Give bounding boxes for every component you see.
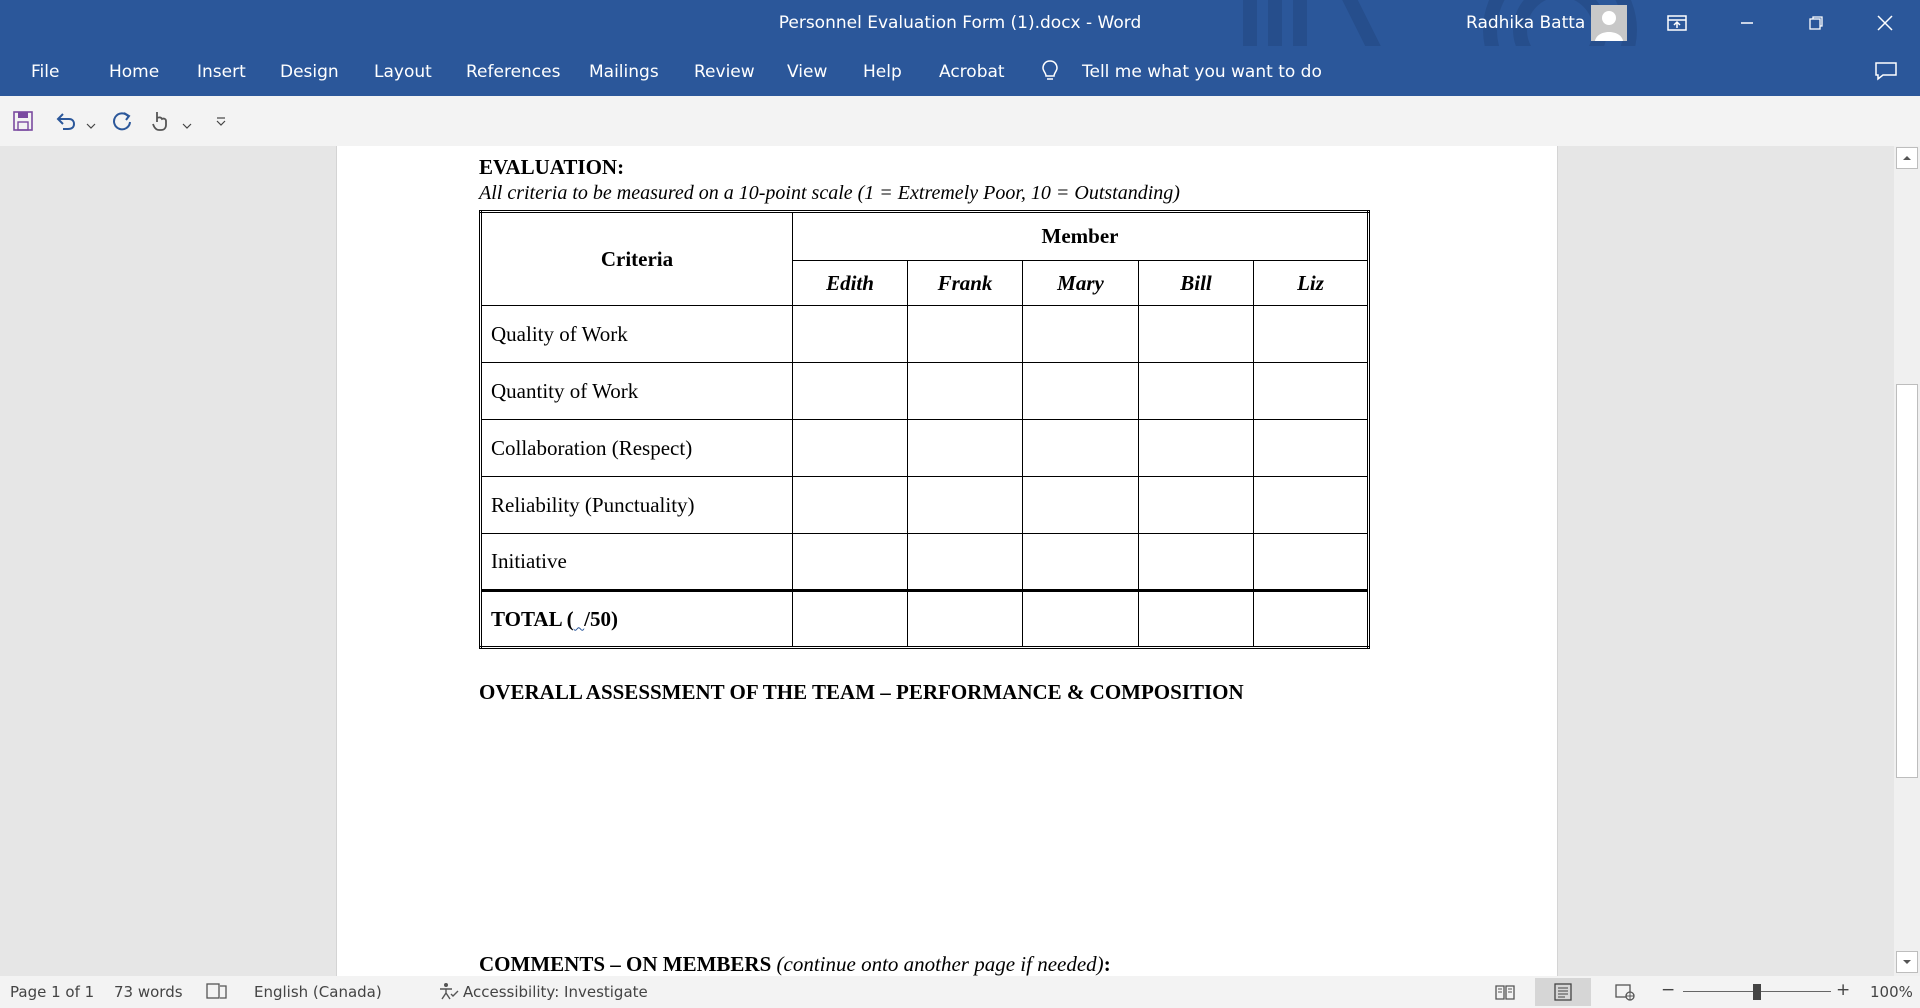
table-row [481,477,1369,534]
score-cell[interactable] [1254,477,1369,534]
redo-icon[interactable] [111,110,133,136]
quick-access-toolbar [0,96,1920,146]
tab-file[interactable]: File [31,62,60,82]
accessibility-status[interactable]: Accessibility: Investigate [463,983,648,1001]
print-layout-icon[interactable] [1535,978,1591,1006]
overall-assessment-heading: OVERALL ASSESSMENT OF THE TEAM – PERFORMANCE & COMPOSITION [479,680,1244,704]
evaluation-scale-note: All criteria to be measured on a 10-point scale (1 = Extremely Poor, 10 = Outstanding) [479,182,1180,204]
tab-help[interactable]: Help [863,62,902,82]
total-cell[interactable] [908,591,1023,648]
member-name-header: Edith [793,261,908,306]
scroll-down-icon[interactable] [1896,951,1918,973]
score-cell[interactable] [908,420,1023,477]
tab-home[interactable]: Home [109,62,160,82]
score-cell[interactable] [1023,534,1139,591]
score-cell[interactable] [1254,420,1369,477]
criteria-header: Criteria [481,212,793,306]
evaluation-table [479,210,1370,649]
score-cell[interactable] [1254,306,1369,363]
touch-mode-icon[interactable] [150,110,170,136]
score-cell[interactable] [1023,306,1139,363]
total-cell[interactable] [1139,591,1254,648]
user-avatar-icon[interactable] [1591,5,1627,41]
tab-acrobat[interactable]: Acrobat [939,62,1005,82]
score-cell[interactable] [1139,306,1254,363]
score-cell[interactable] [1023,477,1139,534]
score-cell[interactable] [793,477,908,534]
score-cell[interactable] [793,534,908,591]
tab-design[interactable]: Design [280,62,339,82]
tab-mailings[interactable]: Mailings [589,62,659,82]
minimize-icon[interactable] [1717,0,1777,46]
criteria-label: Quality of Work [481,306,793,363]
comments-icon[interactable] [1874,61,1898,85]
score-cell[interactable] [1254,534,1369,591]
comments-note: (continue onto another page if needed) [776,952,1104,976]
ribbon-display-options-icon[interactable] [1647,0,1707,46]
member-name-header: Mary [1023,261,1139,306]
member-header: Member [793,212,1369,261]
spelling-squiggle [574,607,585,631]
scrollbar-thumb[interactable] [1896,384,1918,778]
score-cell[interactable] [1139,477,1254,534]
document-canvas [0,146,1894,976]
zoom-out-button[interactable]: − [1661,980,1676,1000]
criteria-label: Collaboration (Respect) [481,420,793,477]
score-cell[interactable] [908,363,1023,420]
table-row [481,363,1369,420]
score-cell[interactable] [793,363,908,420]
evaluation-heading: EVALUATION: [479,155,625,179]
save-icon[interactable] [12,110,34,136]
table-row [481,534,1369,591]
tab-layout[interactable]: Layout [374,62,432,82]
undo-dropdown-icon[interactable] [86,115,96,134]
score-cell[interactable] [1254,363,1369,420]
read-mode-icon[interactable] [1477,978,1533,1006]
lightbulb-icon[interactable] [1041,59,1059,87]
word-count[interactable]: 73 words [114,983,183,1001]
total-cell[interactable] [1023,591,1139,648]
total-cell[interactable] [793,591,908,648]
ribbon-tabs [0,46,1920,96]
criteria-label: Initiative [481,534,793,591]
member-name-header: Liz [1254,261,1369,306]
total-row [481,591,1369,648]
member-name-header: Bill [1139,261,1254,306]
score-cell[interactable] [1139,363,1254,420]
criteria-label: Reliability (Punctuality) [481,477,793,534]
zoom-slider-thumb[interactable] [1753,984,1761,1000]
title-bar [0,0,1920,46]
score-cell[interactable] [1139,420,1254,477]
table-row [481,420,1369,477]
user-name[interactable]: Radhika Batta [1466,13,1586,33]
status-bar [0,976,1920,1008]
vertical-scrollbar[interactable] [1894,146,1920,976]
score-cell[interactable] [1023,363,1139,420]
score-cell[interactable] [1139,534,1254,591]
zoom-in-button[interactable]: + [1836,980,1851,1000]
accessibility-icon[interactable] [437,981,459,1005]
score-cell[interactable] [793,306,908,363]
tab-insert[interactable]: Insert [197,62,246,82]
total-cell[interactable] [1254,591,1369,648]
zoom-level[interactable]: 100% [1870,983,1913,1001]
web-layout-icon[interactable] [1597,978,1653,1006]
tell-me-search[interactable]: Tell me what you want to do [1082,62,1322,82]
tab-review[interactable]: Review [694,62,755,82]
proofing-icon[interactable] [206,981,228,1005]
document-page[interactable] [336,146,1558,976]
tab-view[interactable]: View [787,62,828,82]
comments-title: COMMENTS – ON MEMBERS [479,952,772,976]
tab-references[interactable]: References [466,62,561,82]
customize-toolbar-icon[interactable] [216,113,226,132]
score-cell[interactable] [908,306,1023,363]
score-cell[interactable] [1023,420,1139,477]
score-cell[interactable] [908,477,1023,534]
document-title: Personnel Evaluation Form (1).docx - Word [778,13,1142,33]
total-suffix: /50) [584,606,618,631]
touch-mode-dropdown-icon[interactable] [182,115,192,134]
comments-colon: : [1103,952,1111,976]
total-label [481,591,793,648]
scroll-up-icon[interactable] [1896,147,1918,169]
criteria-label: Quantity of Work [481,363,793,420]
score-cell[interactable] [793,420,908,477]
total-prefix: TOTAL ( [491,606,574,631]
language[interactable]: English (Canada) [254,983,382,1001]
table-row [481,306,1369,363]
undo-icon[interactable] [54,110,78,136]
close-icon[interactable] [1855,0,1915,46]
member-name-header: Frank [908,261,1023,306]
page-count[interactable]: Page 1 of 1 [10,983,95,1001]
comments-heading [479,952,1111,976]
score-cell[interactable] [908,534,1023,591]
restore-icon[interactable] [1786,0,1846,46]
